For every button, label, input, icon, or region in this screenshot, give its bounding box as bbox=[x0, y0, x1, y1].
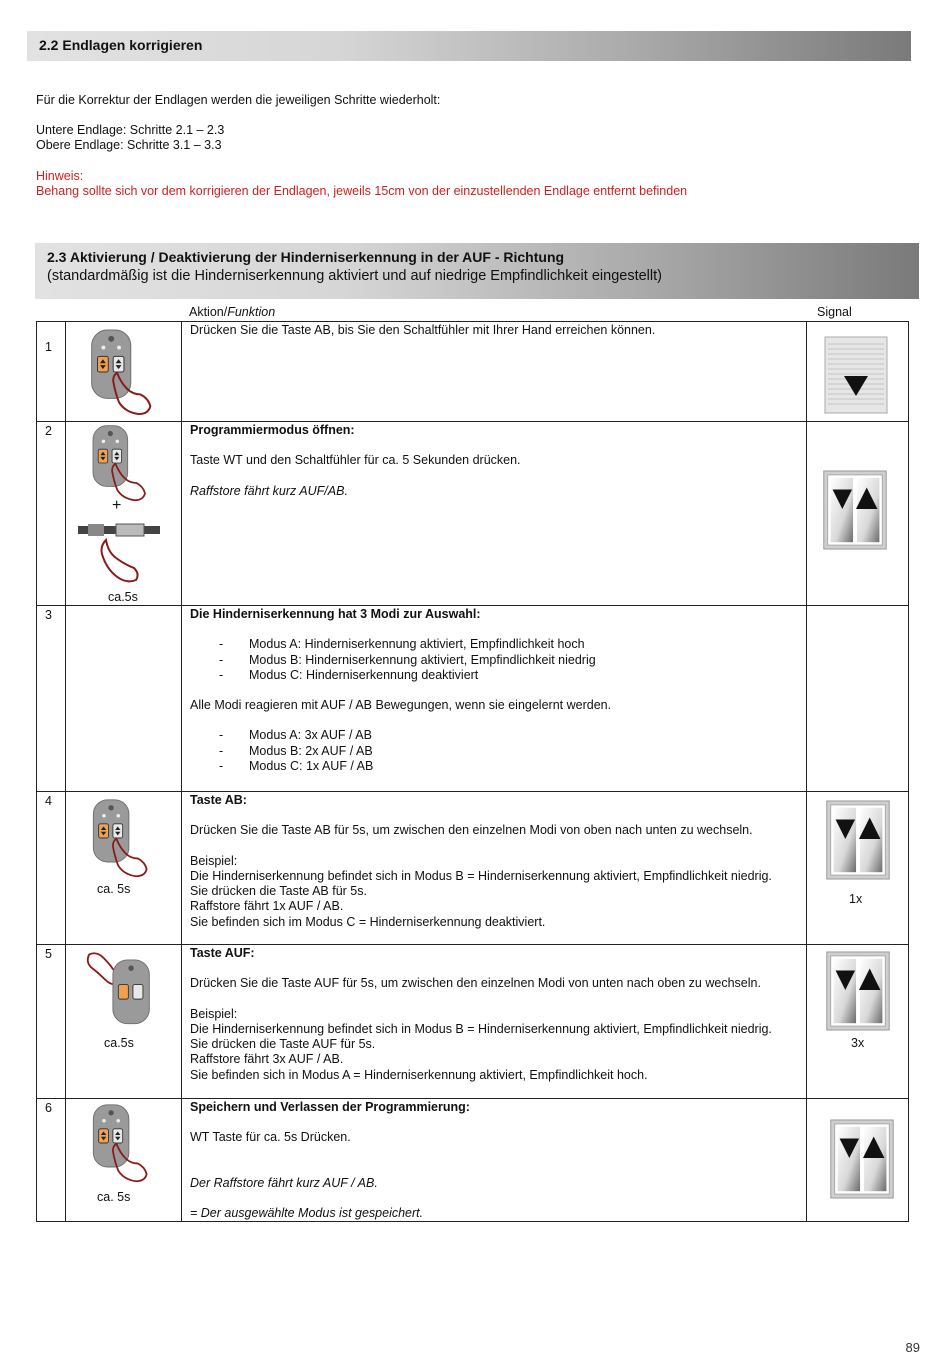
note-label: Hinweis: bbox=[36, 169, 84, 183]
remote-icon bbox=[81, 328, 161, 416]
upper-endlage: Obere Endlage: Schritte 3.1 – 3.3 bbox=[36, 138, 222, 152]
action-result: Raffstore fährt kurz AUF/AB. bbox=[190, 483, 348, 498]
signal-cell bbox=[807, 606, 909, 792]
action-title: Taste AUF: bbox=[190, 946, 255, 960]
remote-icon bbox=[80, 1103, 160, 1183]
list-item: - Modus B: 2x AUF / AB bbox=[219, 744, 798, 759]
signal-count: 1x bbox=[849, 892, 863, 906]
action-text: Drücken Sie die Taste AB für 5s, um zwischen den einzelnen Modi von oben nach unten zu wechseln. bbox=[190, 823, 753, 838]
example-text: Sie drücken die Taste AUF für 5s. bbox=[190, 1037, 376, 1052]
example-text: Raffstore fährt 1x AUF / AB. bbox=[190, 899, 344, 914]
table-row bbox=[37, 322, 909, 422]
col-action-label: Aktion/ bbox=[189, 305, 228, 319]
instruction-table bbox=[36, 321, 909, 1222]
table-row bbox=[37, 792, 909, 945]
sensor-hand-icon bbox=[76, 520, 164, 588]
lower-endlage: Untere Endlage: Schritte 2.1 – 2.3 bbox=[36, 123, 225, 137]
duration-caption: ca.5s bbox=[104, 1036, 134, 1050]
row-number: 3 bbox=[37, 606, 66, 792]
column-header-signal: Signal bbox=[817, 305, 852, 319]
action-title: Speichern und Verlassen der Programmierung: bbox=[190, 1100, 470, 1114]
row-number: 2 bbox=[37, 422, 66, 606]
remote-icon bbox=[79, 424, 159, 502]
duration-caption: ca. 5s bbox=[97, 1190, 131, 1204]
signal-cell bbox=[807, 792, 909, 945]
section-header-2-2 bbox=[27, 31, 911, 61]
action-text: Drücken Sie die Taste AUF für 5s, um zwischen den einzelnen Modi von unten nach oben zu wechseln. bbox=[190, 976, 761, 991]
remote-press-auf-image bbox=[66, 945, 182, 1099]
row-action bbox=[182, 792, 807, 945]
signal-cell bbox=[807, 945, 909, 1099]
list-item: - Modus C: 1x AUF / AB bbox=[219, 759, 798, 774]
example-text: Sie befinden sich in Modus A = Hinderniserkennung aktiviert, Empfindlichkeit hoch. bbox=[190, 1067, 648, 1082]
row-number: 6 bbox=[37, 1099, 66, 1222]
page-number: 89 bbox=[905, 1340, 920, 1355]
example-label: Beispiel: bbox=[190, 853, 238, 868]
example-label: Beispiel: bbox=[190, 1006, 238, 1021]
remote-icon bbox=[82, 949, 162, 1031]
row-number: 1 bbox=[37, 322, 66, 422]
remote-press-ab-image bbox=[66, 792, 182, 945]
signal-cell bbox=[807, 1099, 909, 1222]
note-text: Behang sollte sich vor dem korrigieren der Endlagen, jeweils 15cm von der einzustellenden Endlage entfernt befinden bbox=[36, 184, 688, 198]
empty-image-cell bbox=[66, 606, 182, 792]
row-action bbox=[182, 422, 807, 606]
window-up-down-icon bbox=[825, 800, 891, 880]
action-result: Der Raffstore fährt kurz AUF / AB. bbox=[190, 1175, 378, 1190]
remote-press-ab-image bbox=[66, 322, 182, 422]
signal-cell bbox=[807, 422, 909, 606]
action-title: Die Hinderniserkennung hat 3 Modi zur Auswahl: bbox=[190, 607, 481, 621]
list-item: - Modus B: Hinderniserkennung aktiviert, Empfindlichkeit niedrig bbox=[219, 653, 798, 668]
section-title: 2.3 Aktivierung / Deaktivierung der Hinderniserkennung in der AUF - Richtung bbox=[47, 249, 565, 265]
signal-cell bbox=[807, 322, 909, 422]
remote-store-image bbox=[66, 1099, 182, 1222]
row-action bbox=[182, 322, 807, 422]
table-row bbox=[37, 606, 909, 792]
table-row bbox=[37, 945, 909, 1099]
window-up-down-icon bbox=[822, 470, 888, 550]
signal-count: 3x bbox=[851, 1036, 865, 1050]
row-action bbox=[182, 606, 807, 792]
example-text: Sie befinden sich im Modus C = Hinderniserkennung deaktiviert. bbox=[190, 914, 546, 929]
example-text: Die Hinderniserkennung befindet sich in Modus B = Hinderniserkennung aktiviert, Empfindlichkeit niedrig. bbox=[190, 1021, 772, 1036]
row-number: 4 bbox=[37, 792, 66, 945]
column-header-action bbox=[189, 305, 275, 319]
window-up-down-icon bbox=[825, 951, 891, 1031]
example-text: Die Hinderniserkennung befindet sich in Modus B = Hinderniserkennung aktiviert, Empfindlichkeit niedrig. bbox=[190, 868, 772, 883]
intro-text: Für die Korrektur der Endlagen werden die jeweiligen Schritte wiederholt: bbox=[36, 93, 441, 107]
section-title: 2.2 Endlagen korrigieren bbox=[39, 37, 203, 53]
list-item: - Modus A: 3x AUF / AB bbox=[219, 728, 798, 743]
row-action bbox=[182, 1099, 807, 1222]
plus-sign: + bbox=[112, 497, 122, 514]
row-action bbox=[182, 945, 807, 1099]
action-title: Programmiermodus öffnen: bbox=[190, 423, 355, 437]
example-text: Raffstore fährt 3x AUF / AB. bbox=[190, 1052, 344, 1067]
counts-list bbox=[219, 728, 798, 774]
action-text: Alle Modi reagieren mit AUF / AB Bewegungen, wenn sie eingelernt werden. bbox=[190, 698, 612, 713]
action-text: Drücken Sie die Taste AB, bis Sie den Schaltfühler mit Ihrer Hand erreichen können. bbox=[190, 323, 656, 337]
row-number: 5 bbox=[37, 945, 66, 1099]
section-header-2-3 bbox=[35, 243, 919, 299]
remote-programming-image bbox=[66, 422, 182, 606]
section-subtitle: (standardmäßig ist die Hinderniserkennung aktiviert und auf niedrige Empfindlichkeit eingestellt) bbox=[47, 268, 662, 284]
remote-icon bbox=[80, 798, 160, 878]
shutter-down-icon bbox=[824, 336, 888, 414]
table-row bbox=[37, 422, 909, 606]
list-item: - Modus C: Hinderniserkennung deaktiviert bbox=[219, 668, 798, 683]
action-result: = Der ausgewählte Modus ist gespeichert. bbox=[190, 1205, 424, 1220]
col-function-label: Funktion bbox=[227, 305, 276, 319]
action-text: WT Taste für ca. 5s Drücken. bbox=[190, 1130, 351, 1145]
window-up-down-icon bbox=[829, 1119, 895, 1199]
action-title: Taste AB: bbox=[190, 793, 247, 807]
modes-list bbox=[219, 637, 798, 683]
list-item: - Modus A: Hinderniserkennung aktiviert, Empfindlichkeit hoch bbox=[219, 637, 798, 652]
duration-caption: ca.5s bbox=[108, 590, 138, 604]
table-row bbox=[37, 1099, 909, 1222]
action-text: Taste WT und den Schaltfühler für ca. 5 Sekunden drücken. bbox=[190, 453, 521, 468]
duration-caption: ca. 5s bbox=[97, 882, 131, 896]
example-text: Sie drücken die Taste AB für 5s. bbox=[190, 884, 367, 899]
